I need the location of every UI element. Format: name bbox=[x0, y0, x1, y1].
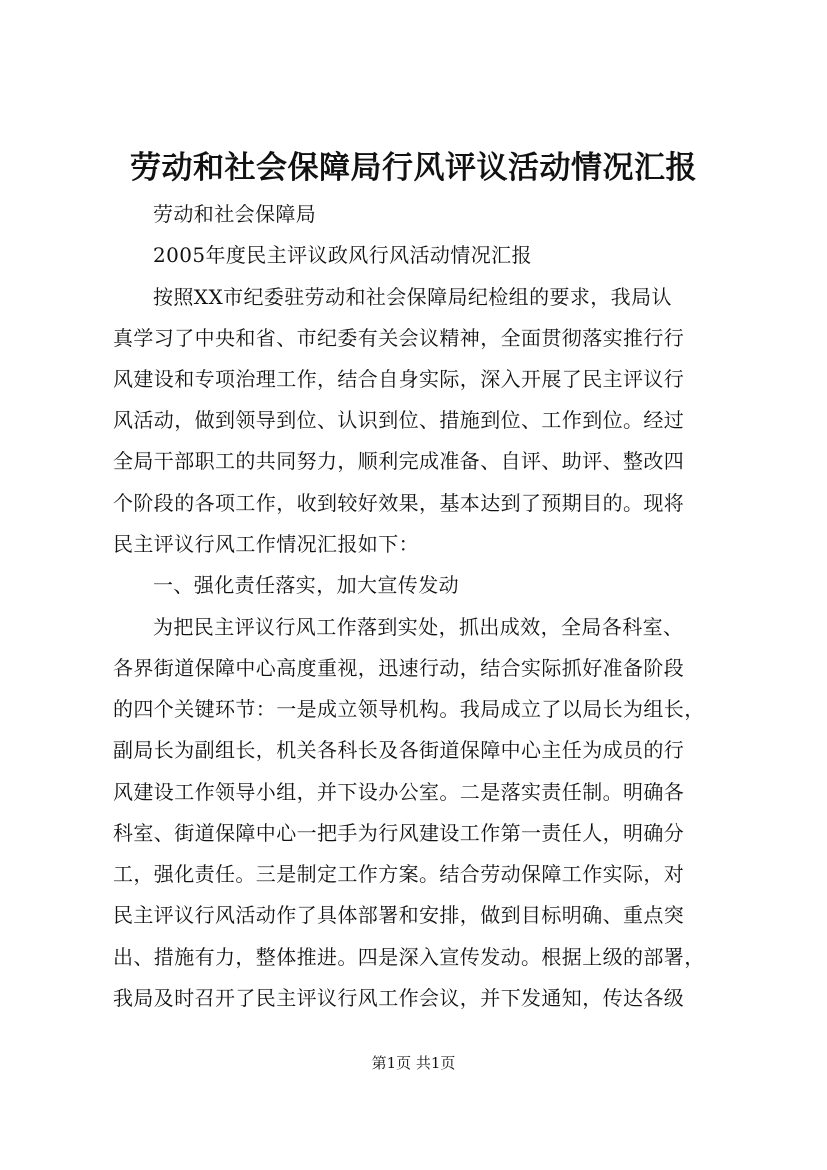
paragraph-line: 我局及时召开了民主评议行风工作会议，并下发通知，传达各级 bbox=[113, 986, 685, 1010]
paragraph-line: 按照XX市纪委驻劳动和社会保障局纪检组的要求，我局认 bbox=[153, 285, 672, 309]
paragraph-line: 民主评议行风活动作了具体部署和安排，做到目标明确、重点突 bbox=[113, 903, 685, 927]
paragraph-line: 个阶段的各项工作，收到较好效果，基本达到了预期目的。现将 bbox=[113, 491, 685, 515]
paragraph-line: 民主评议行风工作情况汇报如下： bbox=[113, 532, 419, 556]
paragraph-line: 出、措施有力，整体推进。四是深入宣传发动。根据上级的部署， bbox=[113, 945, 705, 969]
section-heading: 一、强化责任落实，加大宣传发动 bbox=[153, 573, 459, 597]
paragraph-line: 全局干部职工的共同努力，顺利完成准备、自评、助评、整改四 bbox=[113, 449, 685, 473]
paragraph-line: 真学习了中央和省、市纪委有关会议精神，全面贯彻落实推行行 bbox=[113, 326, 685, 350]
paragraph-line: 工，强化责任。三是制定工作方案。结合劳动保障工作实际，对 bbox=[113, 862, 685, 886]
body-line: 2005年度民主评议政风行风活动情况汇报 bbox=[153, 243, 532, 267]
paragraph-line: 副局长为副组长，机关各科长及各街道保障中心主任为成员的行 bbox=[113, 738, 685, 762]
paragraph-line: 风建设和专项治理工作，结合自身实际，深入开展了民主评议行 bbox=[113, 367, 685, 391]
paragraph-line: 的四个关键环节：一是成立领导机构。我局成立了以局长为组长， bbox=[113, 697, 705, 721]
paragraph-line: 风活动，做到领导到位、认识到位、措施到位、工作到位。经过 bbox=[113, 408, 685, 432]
document-title: 劳动和社会保障局行风评议活动情况汇报 bbox=[130, 150, 697, 186]
body-line: 劳动和社会保障局 bbox=[153, 202, 317, 226]
paragraph-line: 为把民主评议行风工作落到实处，抓出成效，全局各科室、 bbox=[153, 615, 684, 639]
page-number: 第1页 共1页 bbox=[371, 1054, 456, 1072]
paragraph-line: 科室、街道保障中心一把手为行风建设工作第一责任人，明确分 bbox=[113, 821, 685, 845]
paragraph-line: 各界街道保障中心高度重视，迅速行动，结合实际抓好准备阶段 bbox=[113, 656, 685, 680]
paragraph-line: 风建设工作领导小组，并下设办公室。二是落实责任制。明确各 bbox=[113, 780, 685, 804]
